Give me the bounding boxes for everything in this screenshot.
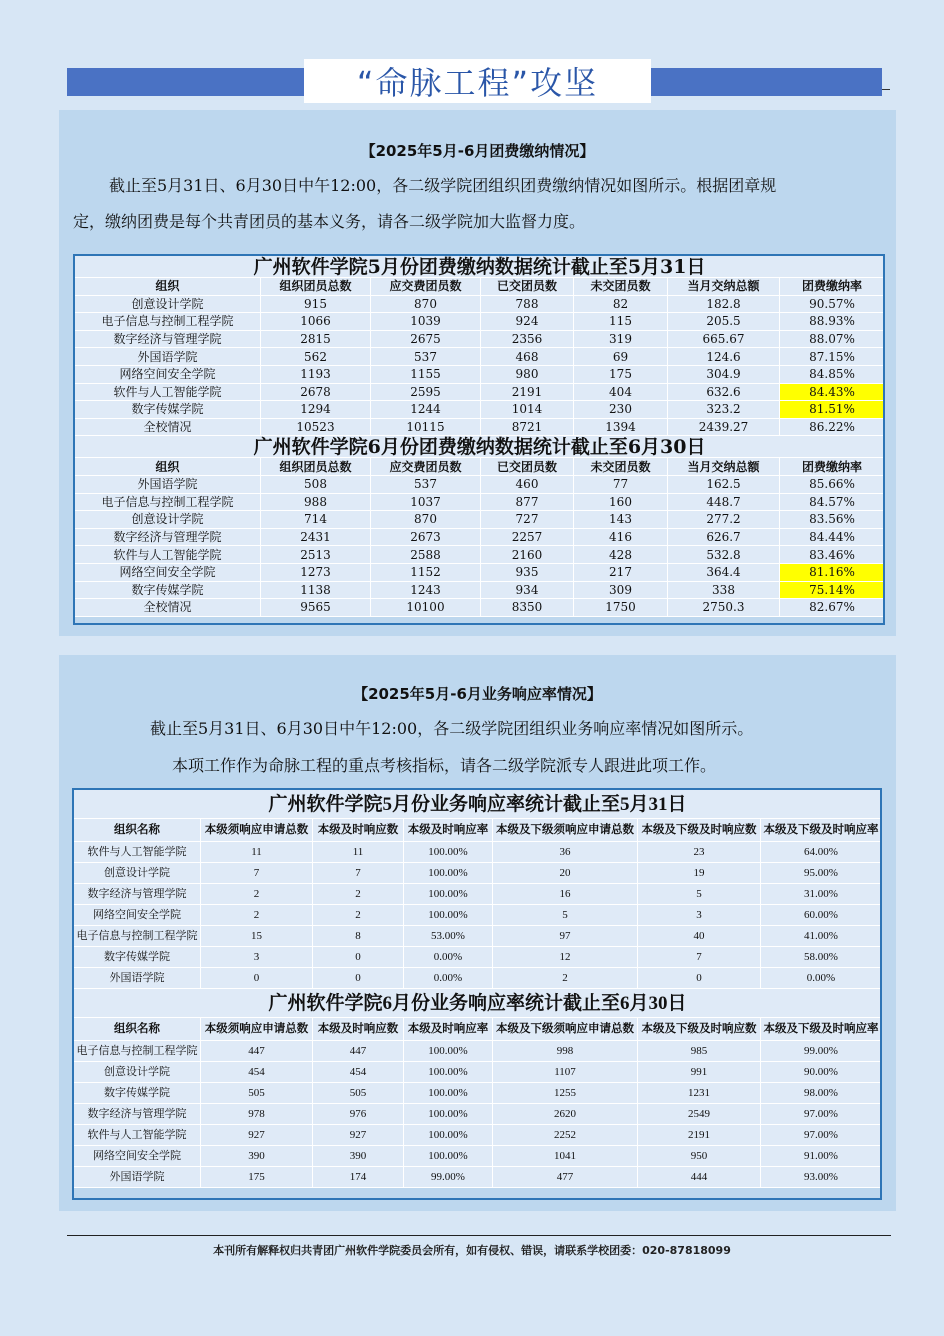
resp-may-row — [74, 884, 882, 905]
fee-may-value-cell: 1244 — [371, 401, 481, 419]
resp-may-value-cell: 23 — [638, 842, 761, 863]
fee-june-value-cell: 448.7 — [668, 493, 780, 511]
fee-june-value-cell: 537 — [371, 475, 481, 493]
resp-may-title-row — [74, 790, 882, 819]
fee-june-value-cell: 77 — [574, 475, 668, 493]
resp-june-header-row — [74, 1018, 882, 1041]
resp-may-value-cell: 2 — [313, 905, 404, 926]
fee-june-row — [75, 563, 885, 581]
fee-june-org-cell: 数字经济与管理学院 — [75, 528, 261, 546]
resp-may-value-cell: 5 — [493, 905, 638, 926]
fee-may-value-cell: 1193 — [261, 365, 371, 383]
fee-may-value-cell: 2675 — [371, 330, 481, 348]
fee-june-value-cell: 508 — [261, 475, 371, 493]
resp-may-value-cell: 0 — [313, 947, 404, 968]
resp-june-row — [74, 1146, 882, 1167]
fee-may-value-cell: 124.6 — [668, 348, 780, 366]
resp-june-org-cell: 软件与人工智能学院 — [74, 1125, 201, 1146]
resp-may-row — [74, 905, 882, 926]
resp-may-value-cell: 11 — [313, 842, 404, 863]
fee-june-value-cell: 870 — [371, 511, 481, 529]
fee-may-value-cell: 88.93% — [780, 313, 885, 331]
resp-may-header-cell: 本级及时响应数 — [313, 819, 404, 842]
resp-may-value-cell: 100.00% — [404, 884, 493, 905]
fee-june-org-cell: 创意设计学院 — [75, 511, 261, 529]
fee-may-value-cell: 1294 — [261, 401, 371, 419]
response-paragraph-line1: 截止至5月31日、6月30日中午12:00，各二级学院团组织业务响应率情况如图所示。 — [150, 719, 754, 738]
resp-june-value-cell: 454 — [313, 1062, 404, 1083]
fee-june-value-cell: 1138 — [261, 581, 371, 599]
resp-june-value-cell: 100.00% — [404, 1041, 493, 1062]
fee-june-value-cell: 217 — [574, 563, 668, 581]
resp-june-value-cell: 97.00% — [761, 1125, 882, 1146]
fee-may-row — [75, 330, 885, 348]
resp-may-value-cell: 0.00% — [761, 968, 882, 989]
resp-june-value-cell: 100.00% — [404, 1083, 493, 1104]
footer-divider — [67, 1235, 891, 1236]
fee-june-value-cell: 1243 — [371, 581, 481, 599]
resp-june-value-cell: 1231 — [638, 1083, 761, 1104]
fee-may-value-cell: 84.43% — [780, 383, 885, 401]
fee-may-value-cell: 665.67 — [668, 330, 780, 348]
fee-june-header-cell: 组织团员总数 — [261, 458, 371, 476]
resp-june-header-cell: 本级及下级及时响应数 — [638, 1018, 761, 1041]
fee-may-header-cell: 已交团员数 — [481, 278, 574, 296]
fee-may-value-cell: 2595 — [371, 383, 481, 401]
resp-may-org-cell: 外国语学院 — [74, 968, 201, 989]
resp-may-value-cell: 2 — [201, 905, 313, 926]
fee-may-title: 广州软件学院5月份团费缴纳数据统计截止至5月31日 — [75, 256, 885, 278]
resp-may-value-cell: 0.00% — [404, 968, 493, 989]
fee-june-header-cell: 已交团员数 — [481, 458, 574, 476]
resp-may-value-cell: 3 — [201, 947, 313, 968]
fee-may-value-cell: 1066 — [261, 313, 371, 331]
fee-may-header-row — [75, 278, 885, 296]
resp-june-org-cell: 数字经济与管理学院 — [74, 1104, 201, 1125]
resp-june-value-cell: 390 — [201, 1146, 313, 1167]
fee-may-row — [75, 313, 885, 331]
resp-may-row — [74, 863, 882, 884]
fee-may-value-cell: 10115 — [371, 418, 481, 436]
fee-june-row — [75, 599, 885, 617]
resp-june-org-cell: 数字传媒学院 — [74, 1083, 201, 1104]
fee-may-org-cell: 数字经济与管理学院 — [75, 330, 261, 348]
fee-may-value-cell: 468 — [481, 348, 574, 366]
fee-june-org-cell: 外国语学院 — [75, 475, 261, 493]
resp-may-org-cell: 电子信息与控制工程学院 — [74, 926, 201, 947]
fee-june-value-cell: 364.4 — [668, 563, 780, 581]
resp-may-value-cell: 31.00% — [761, 884, 882, 905]
resp-june-value-cell: 97.00% — [761, 1104, 882, 1125]
fee-june-org-cell: 网络空间安全学院 — [75, 563, 261, 581]
fee-june-title-row — [75, 436, 885, 458]
fee-may-header-cell: 团费缴纳率 — [780, 278, 885, 296]
resp-may-row — [74, 968, 882, 989]
resp-june-header-cell: 本级及时响应率 — [404, 1018, 493, 1041]
fee-may-header-cell: 组织团员总数 — [261, 278, 371, 296]
fee-may-value-cell: 182.8 — [668, 295, 780, 313]
fee-may-value-cell: 304.9 — [668, 365, 780, 383]
fee-may-value-cell: 230 — [574, 401, 668, 419]
fee-may-value-cell: 8721 — [481, 418, 574, 436]
resp-may-value-cell: 20 — [493, 863, 638, 884]
fee-may-value-cell: 115 — [574, 313, 668, 331]
fee-may-org-cell: 电子信息与控制工程学院 — [75, 313, 261, 331]
resp-june-row — [74, 1125, 882, 1146]
fee-june-section — [75, 436, 885, 616]
fee-may-value-cell: 90.57% — [780, 295, 885, 313]
resp-may-org-cell: 数字传媒学院 — [74, 947, 201, 968]
fee-june-header-cell: 应交费团员数 — [371, 458, 481, 476]
fee-june-value-cell: 143 — [574, 511, 668, 529]
resp-june-header-cell: 本级及时响应数 — [313, 1018, 404, 1041]
resp-may-value-cell: 0.00% — [404, 947, 493, 968]
resp-june-value-cell: 950 — [638, 1146, 761, 1167]
fee-june-value-cell: 532.8 — [668, 546, 780, 564]
fee-june-value-cell: 85.66% — [780, 475, 885, 493]
fee-june-value-cell: 160 — [574, 493, 668, 511]
resp-may-org-cell: 软件与人工智能学院 — [74, 842, 201, 863]
fee-june-value-cell: 877 — [481, 493, 574, 511]
response-table — [73, 789, 882, 1188]
fee-may-value-cell: 870 — [371, 295, 481, 313]
resp-june-value-cell: 1041 — [493, 1146, 638, 1167]
fee-panel — [59, 110, 896, 636]
fee-june-row — [75, 581, 885, 599]
fee-june-value-cell: 2431 — [261, 528, 371, 546]
resp-june-value-cell: 175 — [201, 1167, 313, 1188]
resp-may-value-cell: 5 — [638, 884, 761, 905]
resp-may-value-cell: 8 — [313, 926, 404, 947]
resp-may-value-cell: 7 — [313, 863, 404, 884]
fee-june-header-cell: 团费缴纳率 — [780, 458, 885, 476]
fee-table — [74, 255, 885, 617]
fee-june-value-cell: 83.56% — [780, 511, 885, 529]
fee-may-value-cell: 205.5 — [668, 313, 780, 331]
fee-june-value-cell: 727 — [481, 511, 574, 529]
fee-june-value-cell: 2750.3 — [668, 599, 780, 617]
fee-may-value-cell: 323.2 — [668, 401, 780, 419]
resp-may-value-cell: 7 — [201, 863, 313, 884]
fee-may-value-cell: 537 — [371, 348, 481, 366]
response-section-heading: 【2025年5月-6月业务响应率情况】 — [353, 685, 602, 703]
fee-june-header-cell: 组织 — [75, 458, 261, 476]
resp-may-row — [74, 842, 882, 863]
resp-june-value-cell: 100.00% — [404, 1146, 493, 1167]
resp-may-header-cell: 组织名称 — [74, 819, 201, 842]
response-paragraph-line2: 本项工作作为命脉工程的重点考核指标，请各二级学院派专人跟进此项工作。 — [172, 756, 717, 775]
resp-june-value-cell: 927 — [201, 1125, 313, 1146]
fee-june-value-cell: 934 — [481, 581, 574, 599]
resp-june-value-cell: 99.00% — [761, 1041, 882, 1062]
resp-june-value-cell: 1107 — [493, 1062, 638, 1083]
fee-may-value-cell: 2439.27 — [668, 418, 780, 436]
fee-may-value-cell: 562 — [261, 348, 371, 366]
resp-may-header-row — [74, 819, 882, 842]
fee-may-value-cell: 788 — [481, 295, 574, 313]
fee-may-value-cell: 1394 — [574, 418, 668, 436]
fee-may-org-cell: 数字传媒学院 — [75, 401, 261, 419]
resp-june-value-cell: 447 — [201, 1041, 313, 1062]
banner-tick — [882, 89, 890, 90]
resp-june-title: 广州软件学院6月份业务响应率统计截止至6月30日 — [74, 989, 882, 1018]
resp-may-org-cell: 创意设计学院 — [74, 863, 201, 884]
fee-may-org-cell: 全校情况 — [75, 418, 261, 436]
resp-june-value-cell: 2549 — [638, 1104, 761, 1125]
resp-may-value-cell: 2 — [313, 884, 404, 905]
resp-june-value-cell: 2252 — [493, 1125, 638, 1146]
resp-may-header-cell: 本级及下级及时响应率 — [761, 819, 882, 842]
fee-june-value-cell: 460 — [481, 475, 574, 493]
resp-june-value-cell: 991 — [638, 1062, 761, 1083]
resp-may-header-cell: 本级须响应申请总数 — [201, 819, 313, 842]
resp-june-value-cell: 90.00% — [761, 1062, 882, 1083]
fee-may-row — [75, 295, 885, 313]
resp-june-value-cell: 477 — [493, 1167, 638, 1188]
resp-may-value-cell: 7 — [638, 947, 761, 968]
resp-june-value-cell: 174 — [313, 1167, 404, 1188]
fee-june-value-cell: 75.14% — [780, 581, 885, 599]
resp-may-value-cell: 100.00% — [404, 863, 493, 884]
resp-june-value-cell: 505 — [313, 1083, 404, 1104]
resp-may-value-cell: 36 — [493, 842, 638, 863]
fee-june-value-cell: 2160 — [481, 546, 574, 564]
resp-may-value-cell: 58.00% — [761, 947, 882, 968]
fee-may-org-cell: 创意设计学院 — [75, 295, 261, 313]
resp-may-value-cell: 97 — [493, 926, 638, 947]
fee-june-value-cell: 626.7 — [668, 528, 780, 546]
fee-june-value-cell: 2673 — [371, 528, 481, 546]
resp-may-header-cell: 本级及时响应率 — [404, 819, 493, 842]
fee-may-value-cell: 84.85% — [780, 365, 885, 383]
resp-may-value-cell: 19 — [638, 863, 761, 884]
fee-june-value-cell: 2257 — [481, 528, 574, 546]
footer-text: 本刊所有解释权归共青团广州软件学院委员会所有，如有侵权、错误，请联系学校团委：020-87818099 — [213, 1244, 731, 1257]
fee-may-row — [75, 418, 885, 436]
resp-june-org-cell: 外国语学院 — [74, 1167, 201, 1188]
fee-june-value-cell: 2588 — [371, 546, 481, 564]
fee-may-header-cell: 未交团员数 — [574, 278, 668, 296]
fee-june-title: 广州软件学院6月份团费缴纳数据统计截止至6月30日 — [75, 436, 885, 458]
resp-may-org-cell: 数字经济与管理学院 — [74, 884, 201, 905]
resp-june-row — [74, 1104, 882, 1125]
resp-june-value-cell: 444 — [638, 1167, 761, 1188]
fee-june-value-cell: 309 — [574, 581, 668, 599]
banner-title: “命脉工程”攻坚 — [356, 64, 599, 102]
fee-june-value-cell: 83.46% — [780, 546, 885, 564]
fee-may-org-cell: 外国语学院 — [75, 348, 261, 366]
resp-may-row — [74, 926, 882, 947]
resp-june-row — [74, 1062, 882, 1083]
fee-june-value-cell: 2513 — [261, 546, 371, 564]
fee-june-value-cell: 82.67% — [780, 599, 885, 617]
resp-may-title: 广州软件学院5月份业务响应率统计截止至5月31日 — [74, 790, 882, 819]
fee-june-value-cell: 428 — [574, 546, 668, 564]
fee-may-org-cell: 网络空间安全学院 — [75, 365, 261, 383]
fee-june-value-cell: 416 — [574, 528, 668, 546]
fee-june-row — [75, 493, 885, 511]
response-may-section — [74, 790, 882, 989]
resp-june-value-cell: 985 — [638, 1041, 761, 1062]
fee-june-value-cell: 84.44% — [780, 528, 885, 546]
fee-may-value-cell: 319 — [574, 330, 668, 348]
fee-may-value-cell: 10523 — [261, 418, 371, 436]
resp-june-value-cell: 978 — [201, 1104, 313, 1125]
fee-paragraph-line2: 定，缴纳团费是每个共青团员的基本义务，请各二级学院加大监督力度。 — [73, 212, 586, 231]
fee-may-value-cell: 2191 — [481, 383, 574, 401]
resp-june-value-cell: 100.00% — [404, 1125, 493, 1146]
fee-may-value-cell: 2678 — [261, 383, 371, 401]
resp-may-value-cell: 2 — [201, 884, 313, 905]
resp-may-value-cell: 11 — [201, 842, 313, 863]
fee-june-value-cell: 9565 — [261, 599, 371, 617]
fee-may-value-cell: 1155 — [371, 365, 481, 383]
fee-may-value-cell: 632.6 — [668, 383, 780, 401]
resp-june-org-cell: 网络空间安全学院 — [74, 1146, 201, 1167]
fee-may-value-cell: 404 — [574, 383, 668, 401]
resp-may-value-cell: 0 — [201, 968, 313, 989]
resp-june-row — [74, 1041, 882, 1062]
fee-may-org-cell: 软件与人工智能学院 — [75, 383, 261, 401]
fee-june-value-cell: 84.57% — [780, 493, 885, 511]
fee-june-row — [75, 475, 885, 493]
fee-may-value-cell: 2356 — [481, 330, 574, 348]
resp-may-value-cell: 60.00% — [761, 905, 882, 926]
resp-june-header-cell: 本级须响应申请总数 — [201, 1018, 313, 1041]
resp-may-org-cell: 网络空间安全学院 — [74, 905, 201, 926]
resp-june-value-cell: 98.00% — [761, 1083, 882, 1104]
fee-may-header-cell: 当月交纳总额 — [668, 278, 780, 296]
resp-june-header-cell: 组织名称 — [74, 1018, 201, 1041]
fee-may-header-cell: 应交费团员数 — [371, 278, 481, 296]
fee-may-row — [75, 348, 885, 366]
fee-section-heading: 【2025年5月-6月团费缴纳情况】 — [360, 142, 595, 160]
fee-june-value-cell: 1152 — [371, 563, 481, 581]
resp-june-header-cell: 本级及下级及时响应率 — [761, 1018, 882, 1041]
resp-may-value-cell: 12 — [493, 947, 638, 968]
fee-june-value-cell: 10100 — [371, 599, 481, 617]
resp-june-value-cell: 447 — [313, 1041, 404, 1062]
resp-june-value-cell: 2191 — [638, 1125, 761, 1146]
resp-june-value-cell: 99.00% — [404, 1167, 493, 1188]
fee-may-value-cell: 175 — [574, 365, 668, 383]
resp-june-org-cell: 创意设计学院 — [74, 1062, 201, 1083]
fee-june-value-cell: 338 — [668, 581, 780, 599]
banner-box — [304, 59, 651, 103]
resp-may-header-cell: 本级及下级须响应申请总数 — [493, 819, 638, 842]
fee-may-value-cell: 69 — [574, 348, 668, 366]
resp-may-header-cell: 本级及下级及时响应数 — [638, 819, 761, 842]
fee-june-value-cell: 714 — [261, 511, 371, 529]
fee-may-value-cell: 2815 — [261, 330, 371, 348]
fee-may-value-cell: 87.15% — [780, 348, 885, 366]
fee-june-value-cell: 988 — [261, 493, 371, 511]
resp-june-value-cell: 100.00% — [404, 1062, 493, 1083]
resp-may-value-cell: 0 — [313, 968, 404, 989]
fee-may-header-cell: 组织 — [75, 278, 261, 296]
fee-may-value-cell: 980 — [481, 365, 574, 383]
resp-june-title-row — [74, 989, 882, 1018]
resp-may-row — [74, 947, 882, 968]
resp-june-value-cell: 1255 — [493, 1083, 638, 1104]
resp-may-value-cell: 16 — [493, 884, 638, 905]
resp-may-value-cell: 2 — [493, 968, 638, 989]
fee-may-row — [75, 383, 885, 401]
fee-june-value-cell: 162.5 — [668, 475, 780, 493]
resp-may-value-cell: 0 — [638, 968, 761, 989]
fee-june-value-cell: 1750 — [574, 599, 668, 617]
resp-may-value-cell: 15 — [201, 926, 313, 947]
resp-may-value-cell: 40 — [638, 926, 761, 947]
resp-may-value-cell: 100.00% — [404, 842, 493, 863]
response-june-section — [74, 989, 882, 1188]
resp-june-header-cell: 本级及下级须响应申请总数 — [493, 1018, 638, 1041]
resp-may-value-cell: 95.00% — [761, 863, 882, 884]
resp-june-value-cell: 2620 — [493, 1104, 638, 1125]
resp-june-value-cell: 927 — [313, 1125, 404, 1146]
fee-june-value-cell: 277.2 — [668, 511, 780, 529]
fee-june-value-cell: 1273 — [261, 563, 371, 581]
resp-may-value-cell: 41.00% — [761, 926, 882, 947]
resp-june-value-cell: 998 — [493, 1041, 638, 1062]
resp-june-value-cell: 390 — [313, 1146, 404, 1167]
fee-june-org-cell: 电子信息与控制工程学院 — [75, 493, 261, 511]
resp-may-value-cell: 53.00% — [404, 926, 493, 947]
fee-paragraph-line1: 截止至5月31日、6月30日中午12:00，各二级学院团组织团费缴纳情况如图所示。根据团章规 — [109, 176, 777, 195]
fee-june-org-cell: 数字传媒学院 — [75, 581, 261, 599]
fee-may-title-row — [75, 256, 885, 278]
fee-may-value-cell: 1014 — [481, 401, 574, 419]
resp-june-row — [74, 1167, 882, 1188]
resp-june-org-cell: 电子信息与控制工程学院 — [74, 1041, 201, 1062]
fee-june-row — [75, 511, 885, 529]
fee-june-row — [75, 546, 885, 564]
fee-june-org-cell: 全校情况 — [75, 599, 261, 617]
resp-june-row — [74, 1083, 882, 1104]
fee-may-value-cell: 924 — [481, 313, 574, 331]
resp-june-value-cell: 93.00% — [761, 1167, 882, 1188]
fee-may-row — [75, 365, 885, 383]
resp-may-value-cell: 3 — [638, 905, 761, 926]
resp-june-value-cell: 454 — [201, 1062, 313, 1083]
resp-june-value-cell: 91.00% — [761, 1146, 882, 1167]
resp-june-value-cell: 976 — [313, 1104, 404, 1125]
fee-may-section — [75, 256, 885, 436]
resp-may-value-cell: 100.00% — [404, 905, 493, 926]
fee-june-value-cell: 935 — [481, 563, 574, 581]
fee-june-value-cell: 1037 — [371, 493, 481, 511]
fee-may-value-cell: 915 — [261, 295, 371, 313]
fee-june-value-cell: 81.16% — [780, 563, 885, 581]
resp-june-value-cell: 505 — [201, 1083, 313, 1104]
fee-may-value-cell: 81.51% — [780, 401, 885, 419]
resp-may-value-cell: 64.00% — [761, 842, 882, 863]
fee-may-value-cell: 88.07% — [780, 330, 885, 348]
fee-june-value-cell: 8350 — [481, 599, 574, 617]
response-panel — [59, 655, 896, 1211]
resp-june-value-cell: 100.00% — [404, 1104, 493, 1125]
fee-june-header-cell: 当月交纳总额 — [668, 458, 780, 476]
fee-may-value-cell: 86.22% — [780, 418, 885, 436]
fee-june-header-row — [75, 458, 885, 476]
fee-june-header-cell: 未交团员数 — [574, 458, 668, 476]
fee-may-value-cell: 1039 — [371, 313, 481, 331]
fee-june-org-cell: 软件与人工智能学院 — [75, 546, 261, 564]
fee-june-row — [75, 528, 885, 546]
fee-may-row — [75, 401, 885, 419]
fee-may-value-cell: 82 — [574, 295, 668, 313]
